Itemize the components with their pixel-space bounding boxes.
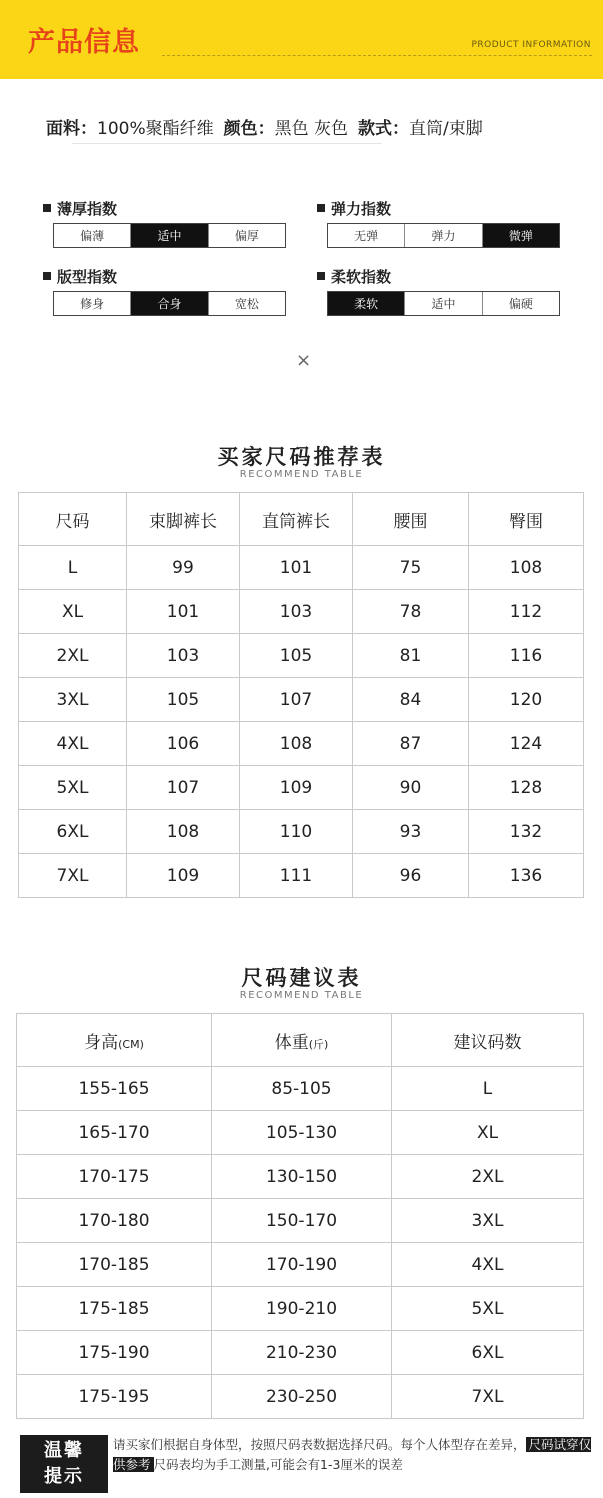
elasticity-index bbox=[317, 198, 560, 248]
table-cell: 111 bbox=[240, 854, 353, 898]
header-cell: 臀围 bbox=[469, 493, 584, 546]
softness-index bbox=[317, 266, 560, 316]
table-cell: 4XL bbox=[392, 1243, 584, 1287]
tip-badge-line1: 温馨 bbox=[44, 1440, 84, 1461]
table-cell: 87 bbox=[353, 722, 469, 766]
material-underline bbox=[72, 143, 382, 144]
buyer-size-table bbox=[18, 492, 584, 898]
fabric-label: 面料： bbox=[46, 119, 97, 139]
table-row bbox=[19, 678, 584, 722]
table-cell: 96 bbox=[353, 854, 469, 898]
table-cell: 136 bbox=[469, 854, 584, 898]
thickness-index-scale bbox=[53, 223, 286, 248]
softness-index-label: 柔软指数 bbox=[331, 267, 392, 286]
weight-header: 体重 bbox=[274, 1032, 309, 1053]
table-cell: 81 bbox=[353, 634, 469, 678]
table-row bbox=[19, 634, 584, 678]
style-label: 款式： bbox=[358, 119, 410, 139]
table-row bbox=[17, 1243, 584, 1287]
table-cell: 175-185 bbox=[17, 1287, 212, 1331]
table-row bbox=[17, 1067, 584, 1111]
table-header-row bbox=[19, 493, 584, 546]
table-cell: 170-175 bbox=[17, 1155, 212, 1199]
table-cell: 108 bbox=[240, 722, 353, 766]
table-cell: L bbox=[392, 1067, 584, 1111]
table-row bbox=[19, 854, 584, 898]
table-cell: 124 bbox=[469, 722, 584, 766]
table-cell: 101 bbox=[240, 546, 353, 590]
table-cell: 120 bbox=[469, 678, 584, 722]
softness-option-medium: 适中 bbox=[405, 292, 482, 315]
table-cell: 190-210 bbox=[212, 1287, 392, 1331]
table-cell: 5XL bbox=[19, 766, 127, 810]
section-header bbox=[0, 0, 603, 79]
color-value: 黑色 灰色 bbox=[274, 119, 349, 139]
suggest-table-subtitle: RECOMMEND TABLE bbox=[239, 990, 364, 1001]
table-cell: 84 bbox=[353, 678, 469, 722]
header-cell: 尺码 bbox=[19, 493, 127, 546]
weight-unit: (斤) bbox=[308, 1037, 329, 1051]
fabric-value: 100%聚酯纤维 bbox=[97, 119, 214, 139]
table-cell: 93 bbox=[353, 810, 469, 854]
table-cell: 3XL bbox=[392, 1199, 584, 1243]
buyer-table-title: 买家尺码推荐表 bbox=[217, 445, 386, 469]
table-row bbox=[17, 1155, 584, 1199]
page-subtitle: PRODUCT INFORMATION bbox=[471, 40, 591, 50]
elasticity-index-scale bbox=[327, 223, 560, 248]
table-cell: 107 bbox=[240, 678, 353, 722]
table-cell: 90 bbox=[353, 766, 469, 810]
table-row bbox=[19, 546, 584, 590]
table-cell: 85-105 bbox=[212, 1067, 392, 1111]
table-cell: 128 bbox=[469, 766, 584, 810]
color-label: 颜色： bbox=[223, 119, 275, 139]
table-cell: 116 bbox=[469, 634, 584, 678]
material-info bbox=[46, 114, 483, 139]
table-cell: 155-165 bbox=[17, 1067, 212, 1111]
table-cell: 7XL bbox=[19, 854, 127, 898]
tip-text-after: 尺码表均为手工测量,可能会有1-3厘米的误差 bbox=[153, 1456, 403, 1472]
table-row bbox=[17, 1375, 584, 1419]
elasticity-option-none: 无弹 bbox=[328, 224, 405, 247]
table-cell: 106 bbox=[127, 722, 240, 766]
table-row bbox=[19, 766, 584, 810]
thickness-index bbox=[43, 198, 286, 248]
table-cell: 105-130 bbox=[212, 1111, 392, 1155]
table-cell: 78 bbox=[353, 590, 469, 634]
header-divider bbox=[162, 55, 592, 56]
table-row bbox=[19, 722, 584, 766]
table-cell: 7XL bbox=[392, 1375, 584, 1419]
header-cell: 腰围 bbox=[353, 493, 469, 546]
fit-index-scale bbox=[53, 291, 286, 316]
table-cell: 103 bbox=[127, 634, 240, 678]
table-cell: 3XL bbox=[19, 678, 127, 722]
thickness-option-thin: 偏薄 bbox=[54, 224, 131, 247]
table-cell: L bbox=[19, 546, 127, 590]
header-cell bbox=[392, 1014, 584, 1067]
thickness-option-thick: 偏厚 bbox=[234, 229, 259, 243]
table-cell: 105 bbox=[240, 634, 353, 678]
tip-text-before: 请买家们根据自身体型，按照尺码表数据选择尺码。每个人体型存在差异， bbox=[113, 1437, 526, 1452]
fit-option-loose: 宽松 bbox=[234, 297, 259, 311]
table-cell: 5XL bbox=[392, 1287, 584, 1331]
elasticity-index-label: 弹力指数 bbox=[331, 199, 392, 218]
table-cell: 105 bbox=[127, 678, 240, 722]
header-cell bbox=[212, 1014, 392, 1067]
height-unit: (CM) bbox=[118, 1037, 144, 1051]
softness-option-hard: 偏硬 bbox=[508, 297, 533, 311]
header-cell bbox=[17, 1014, 212, 1067]
tip-highlight: 尺码试穿仅供参考 bbox=[113, 1437, 592, 1472]
softness-option-soft: 柔软 bbox=[328, 292, 405, 315]
table-cell: 170-185 bbox=[17, 1243, 212, 1287]
table-cell: 107 bbox=[127, 766, 240, 810]
table-cell: 170-190 bbox=[212, 1243, 392, 1287]
fit-option-slim: 修身 bbox=[54, 292, 131, 315]
table-cell: 75 bbox=[353, 546, 469, 590]
table-cell: 230-250 bbox=[212, 1375, 392, 1419]
buyer-table-subtitle: RECOMMEND TABLE bbox=[239, 469, 364, 480]
bullet-square-icon bbox=[43, 272, 51, 280]
suggest-table-title: 尺码建议表 bbox=[241, 966, 362, 990]
table-cell: 2XL bbox=[19, 634, 127, 678]
table-row bbox=[17, 1111, 584, 1155]
table-cell: 150-170 bbox=[212, 1199, 392, 1243]
table-row bbox=[17, 1199, 584, 1243]
header-cell: 直筒裤长 bbox=[240, 493, 353, 546]
table-cell: 132 bbox=[469, 810, 584, 854]
fit-option-regular: 合身 bbox=[131, 292, 208, 315]
style-value: 直筒/束脚 bbox=[409, 119, 483, 139]
height-header: 身高 bbox=[84, 1032, 119, 1053]
table-cell: 109 bbox=[240, 766, 353, 810]
bullet-square-icon bbox=[43, 204, 51, 212]
page-title: 产品信息 bbox=[28, 27, 140, 58]
table-row bbox=[19, 810, 584, 854]
table-row bbox=[17, 1331, 584, 1375]
elasticity-option-elastic: 弹力 bbox=[405, 224, 482, 247]
softness-index-scale bbox=[327, 291, 560, 316]
table-cell: 6XL bbox=[392, 1331, 584, 1375]
table-cell: 101 bbox=[127, 590, 240, 634]
tip-badge bbox=[20, 1435, 108, 1493]
table-cell: 175-190 bbox=[17, 1331, 212, 1375]
bullet-square-icon bbox=[317, 204, 325, 212]
suggest-size-table bbox=[16, 1013, 584, 1419]
size-header: 建议码数 bbox=[453, 1032, 522, 1053]
close-icon[interactable]: × bbox=[296, 350, 312, 371]
table-cell: 175-195 bbox=[17, 1375, 212, 1419]
header-cell: 束脚裤长 bbox=[127, 493, 240, 546]
table-row bbox=[17, 1287, 584, 1331]
thickness-option-medium: 适中 bbox=[131, 224, 208, 247]
table-cell: 130-150 bbox=[212, 1155, 392, 1199]
elasticity-option-slight: 微弹 bbox=[483, 224, 559, 247]
warm-tip bbox=[20, 1435, 593, 1493]
table-header-row bbox=[17, 1014, 584, 1067]
table-cell: 110 bbox=[240, 810, 353, 854]
table-cell: 170-180 bbox=[17, 1199, 212, 1243]
table-cell: 99 bbox=[127, 546, 240, 590]
table-cell: XL bbox=[19, 590, 127, 634]
table-cell: 4XL bbox=[19, 722, 127, 766]
table-cell: 109 bbox=[127, 854, 240, 898]
table-row bbox=[19, 590, 584, 634]
tip-badge-line2: 提示 bbox=[44, 1466, 84, 1487]
table-cell: 112 bbox=[469, 590, 584, 634]
table-cell: 165-170 bbox=[17, 1111, 212, 1155]
table-cell: 108 bbox=[127, 810, 240, 854]
thickness-index-label: 薄厚指数 bbox=[57, 199, 118, 218]
bullet-square-icon bbox=[317, 272, 325, 280]
table-cell: 2XL bbox=[392, 1155, 584, 1199]
fit-index bbox=[43, 266, 286, 316]
table-cell: 6XL bbox=[19, 810, 127, 854]
table-cell: 108 bbox=[469, 546, 584, 590]
table-cell: 103 bbox=[240, 590, 353, 634]
table-cell: XL bbox=[392, 1111, 584, 1155]
fit-index-label: 版型指数 bbox=[57, 267, 118, 286]
table-cell: 210-230 bbox=[212, 1331, 392, 1375]
tip-text bbox=[113, 1435, 593, 1474]
